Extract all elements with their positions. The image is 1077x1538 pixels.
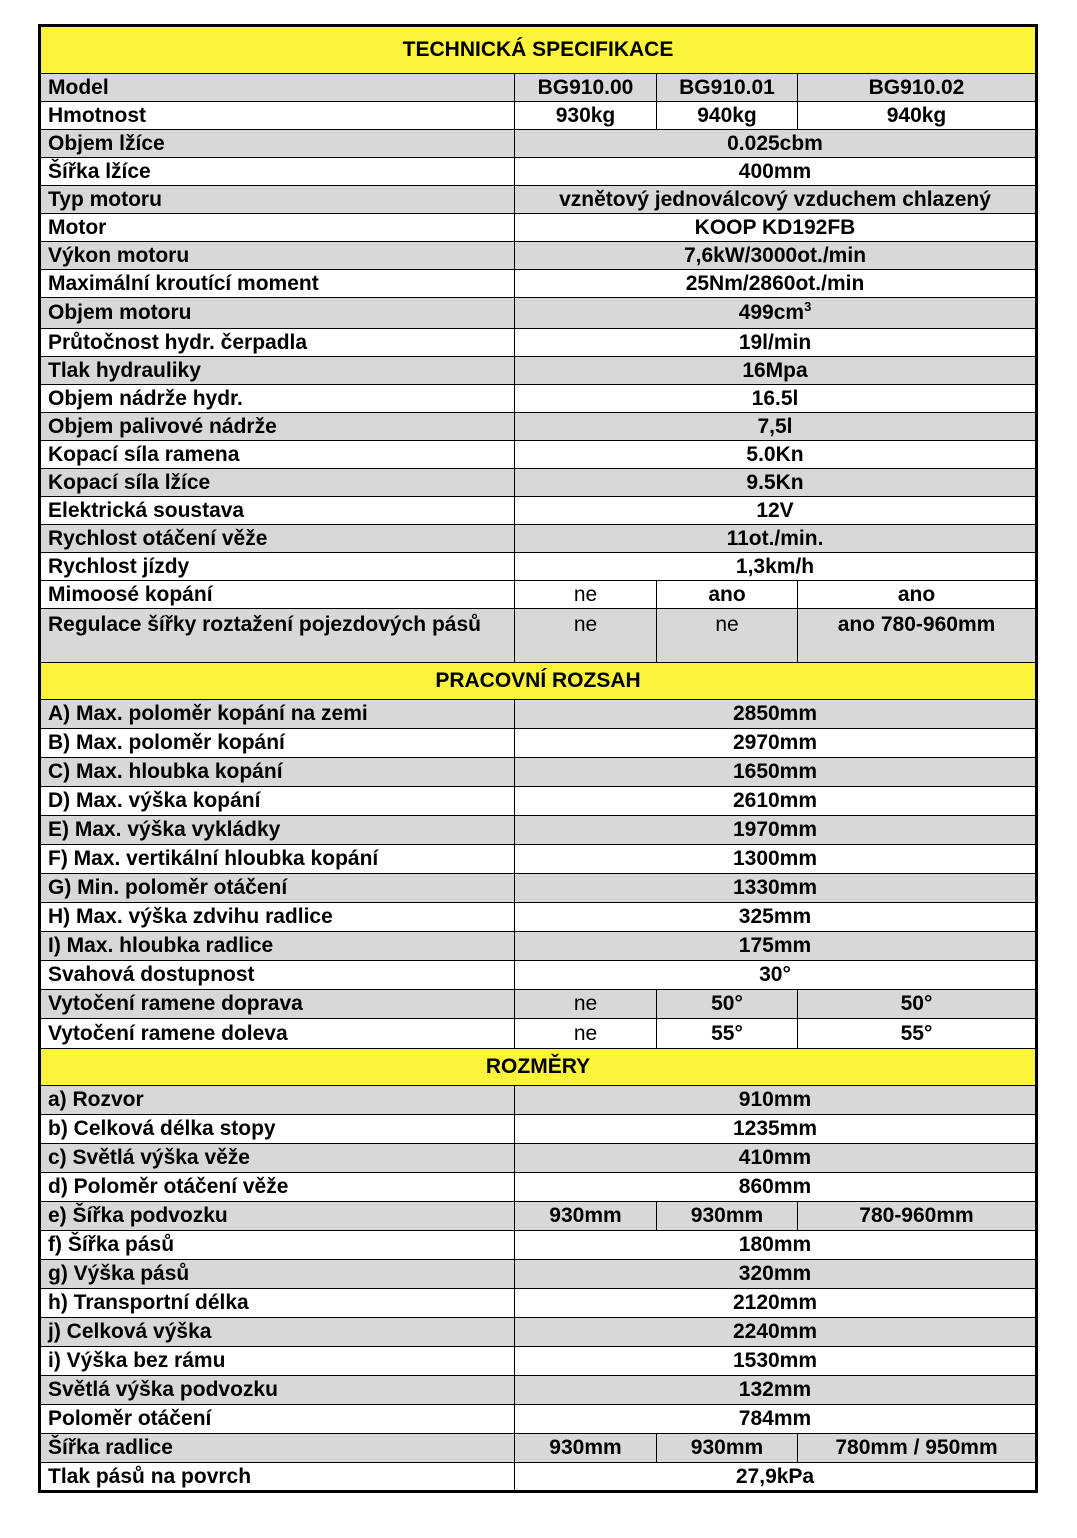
table-row [40, 874, 1037, 903]
row-label: Typ motoru [40, 186, 515, 214]
row-value [515, 1405, 1037, 1434]
row-value-text: KOOP KD192FB [694, 215, 856, 239]
row-value-text: 1235mm [732, 1117, 818, 1141]
table-row [40, 787, 1037, 816]
model-value-1: 55° [657, 1019, 798, 1049]
table-row [40, 298, 1037, 329]
table-row [40, 102, 1037, 130]
row-value [515, 441, 1037, 469]
row-value-text: 2970mm [732, 731, 818, 755]
table-row [40, 816, 1037, 845]
row-value-text: 2120mm [732, 1291, 818, 1315]
table-row [40, 1376, 1037, 1405]
row-value-text: 784mm [738, 1407, 812, 1431]
row-value-text: 499cm [738, 301, 805, 325]
title-row-title: TECHNICKÁ SPECIFIKACE [40, 26, 1037, 74]
model-value-2: ano [798, 581, 1037, 609]
row-value [515, 816, 1037, 845]
row-label: Rychlost otáčení věže [40, 525, 515, 553]
row-value [515, 1086, 1037, 1115]
row-value [515, 186, 1037, 214]
row-value-text: 1970mm [732, 818, 818, 842]
row-label: f) Šířka pásů [40, 1231, 515, 1260]
table-row [40, 1115, 1037, 1144]
row-value-text: 2850mm [732, 702, 818, 726]
row-label: Mimoosé kopání [40, 581, 515, 609]
row-value [515, 525, 1037, 553]
row-value [515, 413, 1037, 441]
row-value-sup: 3 [804, 299, 812, 315]
row-label: h) Transportní délka [40, 1289, 515, 1318]
model-value-0: 930mm [515, 1434, 657, 1463]
row-label: a) Rozvor [40, 1086, 515, 1115]
row-value [515, 1231, 1037, 1260]
row-label: j) Celková výška [40, 1318, 515, 1347]
row-value-text: 1330mm [732, 876, 818, 900]
model-value-1: 940kg [657, 102, 798, 130]
model-value-2: 940kg [798, 102, 1037, 130]
table-row [40, 385, 1037, 413]
table-row [40, 130, 1037, 158]
row-label: Poloměr otáčení [40, 1405, 515, 1434]
table-row [40, 1144, 1037, 1173]
table-row [40, 186, 1037, 214]
row-value [515, 158, 1037, 186]
row-value-text: vznětový jednoválcový vzduchem chlazený [559, 187, 991, 211]
row-value-text: 1650mm [732, 760, 818, 784]
table-row [40, 1405, 1037, 1434]
model-value-2: BG910.02 [798, 74, 1037, 102]
row-value [515, 758, 1037, 787]
row-value [515, 903, 1037, 932]
row-label: Elektrická soustava [40, 497, 515, 525]
model-value-0: ne [515, 581, 657, 609]
table-row [40, 990, 1037, 1019]
row-value-text: 1300mm [732, 847, 818, 871]
row-label: Maximální kroutící moment [40, 270, 515, 298]
row-label: Model [40, 74, 515, 102]
table-row [40, 553, 1037, 581]
row-value [515, 700, 1037, 729]
row-value-text: 16.5l [751, 386, 799, 410]
row-label: Světlá výška podvozku [40, 1376, 515, 1405]
table-row [40, 961, 1037, 990]
table-row [40, 1289, 1037, 1318]
row-label: Vytočení ramene doprava [40, 990, 515, 1019]
row-label: A) Max. poloměr kopání na zemi [40, 700, 515, 729]
row-value [515, 329, 1037, 357]
model-value-2: 780-960mm [798, 1202, 1037, 1231]
row-label: Hmotnost [40, 102, 515, 130]
row-value-text: 132mm [738, 1378, 812, 1402]
model-value-0: 930mm [515, 1202, 657, 1231]
row-label: Objem nádrže hydr. [40, 385, 515, 413]
table-row [40, 1202, 1037, 1231]
model-value-0: ne [515, 1019, 657, 1049]
row-label: Objem lžíce [40, 130, 515, 158]
table-row [40, 729, 1037, 758]
row-value-text: 9.5Kn [746, 470, 804, 494]
row-value [515, 932, 1037, 961]
table-row [40, 1318, 1037, 1347]
model-value-1: 930mm [657, 1434, 798, 1463]
model-value-1: ano [657, 581, 798, 609]
row-value-text: 5.0Kn [746, 442, 804, 466]
row-value-text: 400mm [738, 159, 812, 183]
row-value-text: 2610mm [732, 789, 818, 813]
row-value [515, 270, 1037, 298]
row-value-text: 910mm [738, 1088, 812, 1112]
model-value-2: ano 780-960mm [798, 609, 1037, 663]
row-value [515, 961, 1037, 990]
row-value [515, 729, 1037, 758]
row-value [515, 845, 1037, 874]
table-row [40, 700, 1037, 729]
row-value-text: 27,9kPa [735, 1464, 815, 1488]
table-row [40, 74, 1037, 102]
table-row [40, 1434, 1037, 1463]
model-value-0: BG910.00 [515, 74, 657, 102]
table-row [40, 581, 1037, 609]
table-row [40, 214, 1037, 242]
table-row [40, 758, 1037, 787]
row-label: Rychlost jízdy [40, 553, 515, 581]
row-label: c) Světlá výška věže [40, 1144, 515, 1173]
row-label: Výkon motoru [40, 242, 515, 270]
row-label: Vytočení ramene doleva [40, 1019, 515, 1049]
spec-sheet [38, 24, 1035, 1493]
table-row [40, 932, 1037, 961]
row-value-text: 30° [759, 963, 791, 987]
row-label: e) Šířka podvozku [40, 1202, 515, 1231]
row-label: Kopací síla ramena [40, 441, 515, 469]
row-label: B) Max. poloměr kopání [40, 729, 515, 758]
model-value-0: ne [515, 990, 657, 1019]
model-value-1: 930mm [657, 1202, 798, 1231]
row-label: E) Max. výška vykládky [40, 816, 515, 845]
row-value-text: 180mm [738, 1233, 812, 1257]
table-row [40, 1231, 1037, 1260]
row-value [515, 214, 1037, 242]
row-value-text: 325mm [738, 905, 812, 929]
model-value-0: 930kg [515, 102, 657, 130]
row-value-text: 175mm [738, 934, 812, 958]
row-value-text: 860mm [738, 1175, 812, 1199]
table-row [40, 469, 1037, 497]
row-label: Šířka radlice [40, 1434, 515, 1463]
model-value-1: 50° [657, 990, 798, 1019]
table-row [40, 242, 1037, 270]
row-label: Tlak hydrauliky [40, 357, 515, 385]
row-value-text: 320mm [738, 1262, 812, 1286]
title-row [40, 26, 1037, 74]
row-label: Kopací síla lžíce [40, 469, 515, 497]
row-label: g) Výška pásů [40, 1260, 515, 1289]
spec-table [38, 24, 1038, 1493]
row-value [515, 130, 1037, 158]
table-row [40, 609, 1037, 663]
table-row [40, 1347, 1037, 1376]
row-label: i) Výška bez rámu [40, 1347, 515, 1376]
row-label: Objem motoru [40, 298, 515, 329]
table-row [40, 441, 1037, 469]
row-value-text: 1,3km/h [735, 554, 815, 578]
table-row [40, 1086, 1037, 1115]
model-value-2: 50° [798, 990, 1037, 1019]
row-value [515, 553, 1037, 581]
row-value [515, 1144, 1037, 1173]
row-value [515, 1289, 1037, 1318]
row-value [515, 357, 1037, 385]
table-row [40, 1173, 1037, 1202]
table-row [40, 357, 1037, 385]
row-label: H) Max. výška zdvihu radlice [40, 903, 515, 932]
row-value [515, 385, 1037, 413]
row-value-text: 25Nm/2860ot./min [685, 271, 865, 295]
row-label: Objem palivové nádrže [40, 413, 515, 441]
row-value [515, 497, 1037, 525]
row-label: Svahová dostupnost [40, 961, 515, 990]
row-value-text: 7,6kW/3000ot./min [683, 243, 867, 267]
row-value [515, 1173, 1037, 1202]
row-value-text: 19l/min [738, 330, 812, 354]
row-value-text: 1530mm [732, 1349, 818, 1373]
table-row [40, 525, 1037, 553]
model-value-1: BG910.01 [657, 74, 798, 102]
row-value [515, 1115, 1037, 1144]
row-value [515, 298, 1037, 329]
row-value-text: 2240mm [732, 1320, 818, 1344]
model-value-1: ne [657, 609, 798, 663]
row-value [515, 1463, 1037, 1492]
row-label: G) Min. poloměr otáčení [40, 874, 515, 903]
model-value-0: ne [515, 609, 657, 663]
table-row [40, 903, 1037, 932]
dimensions-section [40, 1049, 1037, 1086]
table-row [40, 270, 1037, 298]
working-range-section [40, 663, 1037, 700]
row-value-text: 11ot./min. [726, 526, 824, 550]
row-label: C) Max. hloubka kopání [40, 758, 515, 787]
row-value-text: 16Mpa [742, 358, 808, 382]
row-label: Šířka lžíce [40, 158, 515, 186]
row-label: D) Max. výška kopání [40, 787, 515, 816]
row-label: d) Poloměr otáčení věže [40, 1173, 515, 1202]
model-value-2: 780mm / 950mm [798, 1434, 1037, 1463]
table-row [40, 158, 1037, 186]
table-row [40, 1019, 1037, 1049]
working-range-section-title: PRACOVNÍ ROZSAH [40, 663, 1037, 700]
row-value [515, 1347, 1037, 1376]
table-row [40, 1260, 1037, 1289]
table-row [40, 413, 1037, 441]
table-row [40, 1463, 1037, 1492]
row-label: b) Celková délka stopy [40, 1115, 515, 1144]
row-value [515, 469, 1037, 497]
row-value-text: 410mm [738, 1146, 812, 1170]
row-label: F) Max. vertikální hloubka kopání [40, 845, 515, 874]
row-label: I) Max. hloubka radlice [40, 932, 515, 961]
row-value [515, 242, 1037, 270]
table-row [40, 329, 1037, 357]
dimensions-section-title: ROZMĚRY [40, 1049, 1037, 1086]
row-value [515, 1376, 1037, 1405]
row-value-text: 12V [756, 498, 794, 522]
row-value [515, 1318, 1037, 1347]
row-label: Tlak pásů na povrch [40, 1463, 515, 1492]
table-row [40, 497, 1037, 525]
row-label: Regulace šířky roztažení pojezdových pásů [40, 609, 515, 663]
row-value-text: 7,5l [757, 414, 793, 438]
model-value-2: 55° [798, 1019, 1037, 1049]
row-value [515, 1260, 1037, 1289]
row-label: Motor [40, 214, 515, 242]
row-value [515, 787, 1037, 816]
row-value [515, 874, 1037, 903]
row-value-text: 0.025cbm [727, 131, 823, 155]
table-row [40, 845, 1037, 874]
row-label: Průtočnost hydr. čerpadla [40, 329, 515, 357]
